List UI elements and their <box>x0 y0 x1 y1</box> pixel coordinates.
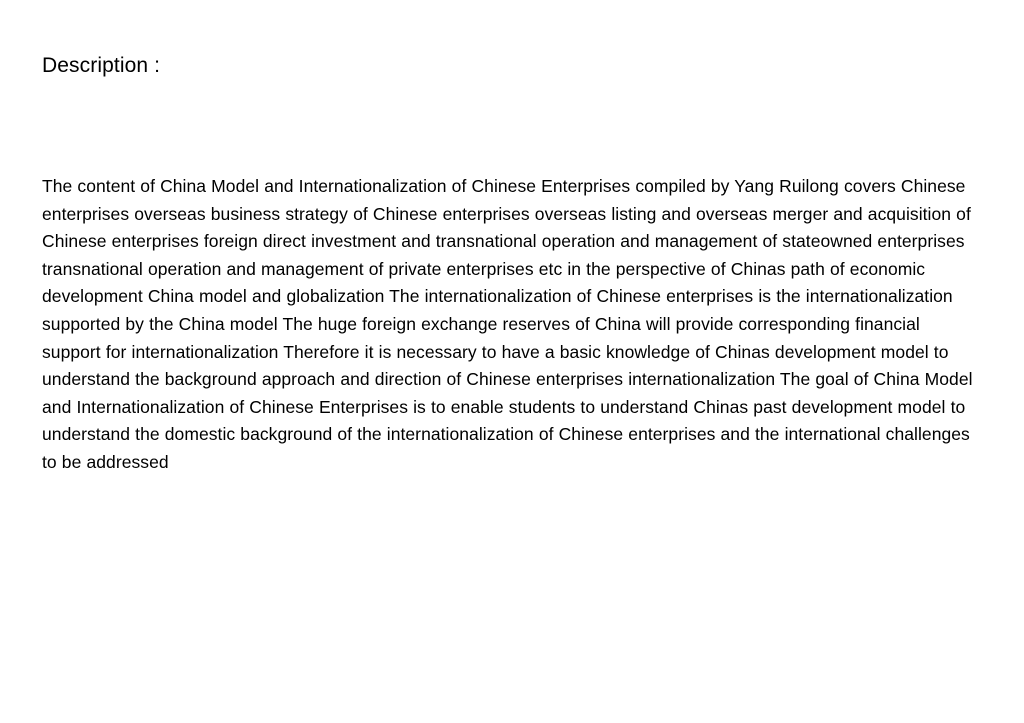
description-paragraph: The content of China Model and Internationalization of Chinese Enterprises compiled by Yang Ruilong covers Chinese enterprises overseas business strategy of Chinese enterprises overseas listing and overseas merger and acquisition of Chinese enterprises foreign direct investment and transnational operation and management of stateowned enterprises transnational operation and management of private enterprises etc in the perspective of Chinas path of economic development China model and globalization The internationalization of Chinese enterprises is the internationalization supported by the China model The huge foreign exchange reserves of China will provide corresponding financial support for internationalization Therefore it is necessary to have a basic knowledge of Chinas development model to understand the background approach and direction of Chinese enterprises internationalization The goal of China Model and Internationalization of Chinese Enterprises is to enable students to understand Chinas past development model to understand the domestic background of the internationalization of Chinese enterprises and the international challenges to be addressed <box>42 176 973 472</box>
page-title: Description : <box>42 54 161 77</box>
